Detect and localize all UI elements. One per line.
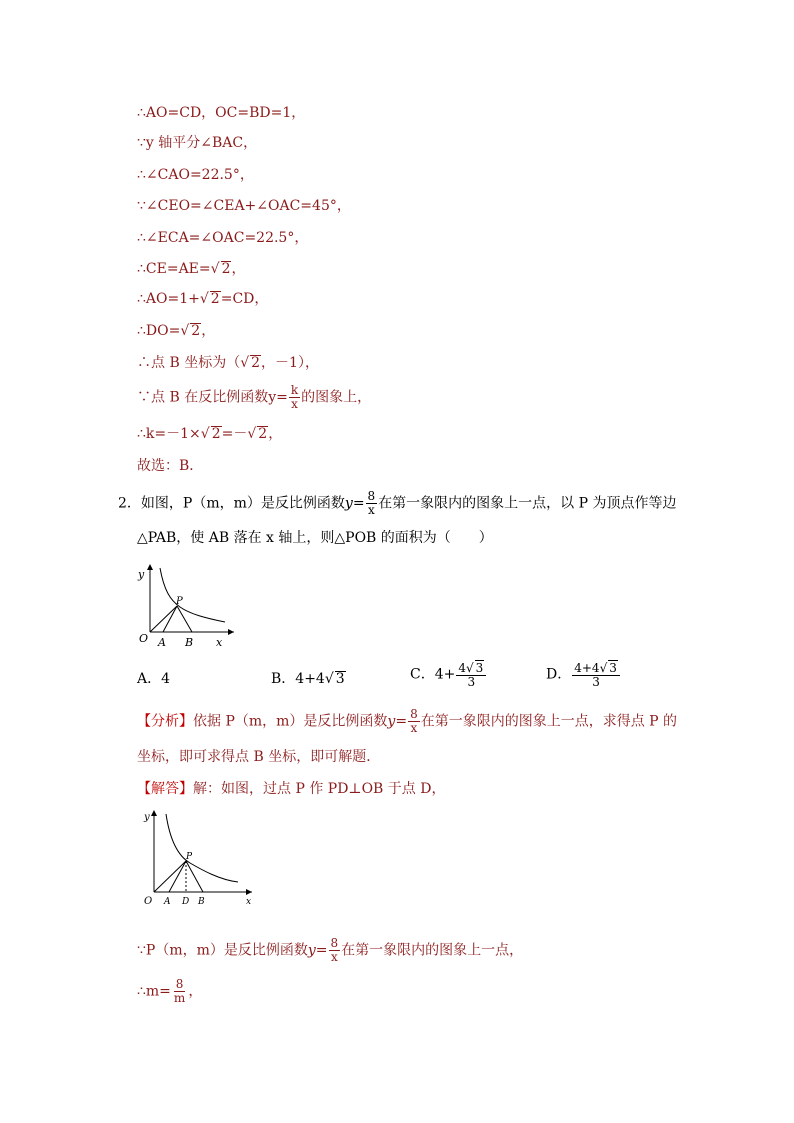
radicand: 2: [211, 426, 221, 442]
denominator: m: [173, 991, 186, 1005]
radicand: 3: [335, 671, 345, 687]
text: 的图象上，: [301, 389, 372, 406]
denominator: x: [410, 721, 418, 735]
radicand: 2: [191, 323, 201, 339]
solution-line-1: ∴AO=CD，OC=BD=1，: [137, 105, 306, 121]
numerator: 8: [367, 489, 376, 503]
fraction: [172, 978, 187, 1005]
label-d: D: [182, 897, 190, 907]
text: ∵点 B 在反比例函数: [137, 389, 269, 406]
sqrt-symbol: √: [247, 426, 257, 442]
label-x: x: [246, 897, 252, 907]
sqrt-symbol: √: [199, 291, 209, 307]
text: y=: [344, 495, 365, 512]
text: ∴CE=AE=: [137, 261, 211, 277]
option-d[interactable]: [546, 660, 621, 689]
solution-line-8: [137, 321, 215, 341]
answer-line-3: [137, 978, 202, 1005]
text: ，: [268, 426, 283, 442]
fraction: [366, 490, 378, 517]
text: ，: [201, 323, 216, 339]
label-y: y: [144, 812, 150, 823]
text: ∴DO=: [137, 323, 181, 339]
label-y: y: [138, 568, 145, 581]
numerator: 4√ 3: [456, 660, 486, 676]
segment-pa: [169, 861, 186, 892]
label-p: P: [186, 852, 193, 862]
label-p: P: [176, 596, 183, 607]
text: 如图，P（m，m）是反比例函数: [140, 495, 345, 512]
text: ，－1），: [261, 355, 319, 371]
numerator: k: [290, 383, 299, 397]
fraction: [456, 660, 486, 689]
text: B．4+4: [271, 671, 325, 687]
label-b: B: [198, 897, 205, 907]
label-o: O: [139, 632, 149, 645]
sqrt-symbol: √: [180, 323, 190, 339]
solution-line-2: ∵y 轴平分∠BAC，: [137, 135, 258, 151]
text: 解：如图，过点 P 作 PD⊥OB 于点 D，: [193, 781, 446, 797]
label-b: B: [185, 636, 194, 649]
label-o: O: [144, 896, 153, 907]
text: =－: [221, 426, 248, 442]
solution-line-11: [137, 424, 282, 444]
solution-line-10: [137, 384, 371, 411]
y-axis-arrow: [147, 564, 153, 570]
analysis-line-1: [137, 708, 677, 735]
label-x: x: [216, 636, 223, 649]
radicand: 2: [221, 261, 231, 277]
analysis-tag: 【分析】: [137, 713, 193, 730]
label-a: A: [158, 636, 166, 649]
sqrt-symbol: √: [324, 671, 334, 687]
option-c[interactable]: [410, 660, 487, 689]
answer-figure: [140, 806, 260, 910]
sqrt-symbol: √: [210, 261, 220, 277]
text: 在第一象限内的图象上一点，求得点 P 的: [420, 713, 678, 730]
numerator: 4+4√ 3: [572, 660, 620, 676]
question-2-line-2: △PAB，使 AB 落在 x 轴上，则△POB 的面积为（ ）: [137, 530, 493, 546]
denominator: 3: [467, 675, 476, 689]
text: 在第一象限内的图象上一点，: [341, 942, 524, 959]
text: 依据 P（m，m）是反比例函数: [193, 713, 388, 730]
option-b[interactable]: [271, 668, 346, 688]
text: ∴m=: [137, 983, 171, 1000]
label-a: A: [164, 897, 171, 907]
radicand: 2: [258, 426, 268, 442]
numerator: 8: [330, 936, 339, 950]
text: ∴点 B 坐标为（: [137, 355, 241, 371]
segment-pa: [163, 606, 177, 632]
solution-line-6: [137, 259, 245, 279]
x-axis-arrow: [228, 629, 234, 635]
solution-line-3: ∴∠CAO=22.5°，: [137, 167, 254, 183]
radicand: 2: [210, 291, 220, 307]
text: ∵P（m，m）是反比例函数: [137, 942, 308, 959]
solution-line-12: 故选：B．: [137, 458, 204, 474]
question-2-line-1: [118, 490, 677, 517]
text: y=: [387, 713, 408, 730]
option-a[interactable]: A．4: [137, 671, 171, 687]
solution-line-5: ∴∠ECA=∠OAC=22.5°，: [137, 230, 309, 246]
radicand: 2: [251, 355, 261, 371]
question-number: 2．: [118, 495, 141, 512]
text: ，: [188, 983, 203, 1000]
y-axis-arrow: [151, 810, 157, 816]
x-axis-arrow: [246, 889, 252, 895]
denominator: x: [330, 950, 338, 964]
sqrt-symbol: √: [200, 426, 210, 442]
question-figure: [130, 560, 240, 652]
hyperbola-curve: [166, 814, 238, 882]
text: C．4+: [410, 666, 456, 683]
text: y=: [268, 389, 288, 406]
fraction: [289, 384, 300, 411]
answer-tag: 【解答】: [137, 781, 193, 797]
fraction: [329, 937, 341, 964]
denominator: x: [367, 503, 375, 517]
solution-line-7: [137, 289, 268, 309]
text: ，: [231, 261, 246, 277]
text: ∴k=－1×: [137, 426, 201, 442]
sqrt-symbol: √: [240, 355, 250, 371]
hyperbola-curve: [160, 568, 225, 622]
analysis-line-2: 坐标，即可求得点 B 坐标，即可解题．: [137, 749, 381, 765]
fraction: [572, 660, 620, 689]
segment-op: [150, 606, 177, 632]
text: y=: [307, 942, 328, 959]
answer-line-1: [137, 779, 445, 799]
denominator: 3: [592, 675, 600, 689]
segment-op: [154, 861, 186, 892]
fraction: [408, 708, 420, 735]
answer-line-2: [137, 937, 523, 964]
solution-line-9: [137, 353, 319, 373]
denominator: x: [291, 397, 298, 411]
solution-line-4: ∵∠CEO=∠CEA+∠OAC=45°，: [137, 198, 351, 214]
text: ∴AO=1+: [137, 291, 200, 307]
text: D．: [546, 666, 572, 683]
numerator: 8: [175, 977, 184, 991]
text: =CD，: [220, 291, 269, 307]
text: 在第一象限内的图象上一点，以 P 为顶点作等边: [378, 495, 677, 512]
numerator: 8: [410, 707, 418, 721]
